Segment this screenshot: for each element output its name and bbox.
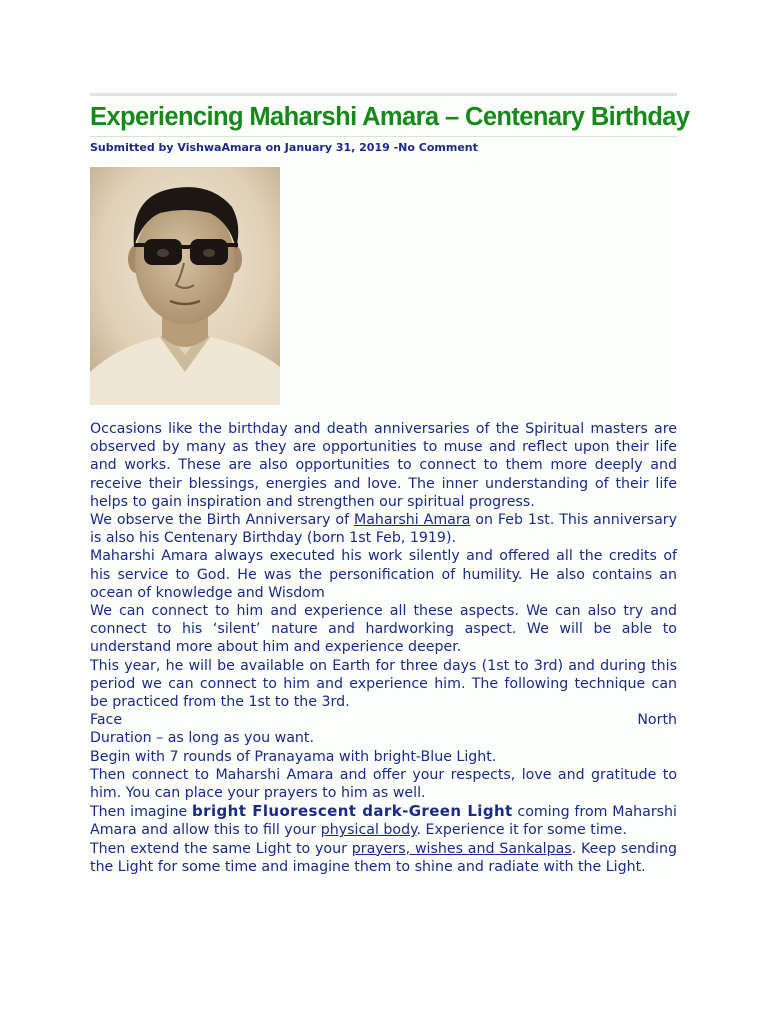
paragraph-birth-anniversary [90,511,677,547]
paragraph-humility: Maharshi Amara always executed his work silently and offered all the credits of his service to God. He was the personification of humility. He also contains an ocean of knowledge and Wisdom [90,548,677,601]
text-span: on Feb 1st. This anniversary is also his Centenary Birthday (born 1st Feb, 1919). [90,512,677,547]
article-title[interactable]: Experiencing Maharshi Amara – Centenary Birthday [90,103,690,131]
face-value: North [637,712,677,729]
green-light-emphasis: bright Fluorescent dark-Green Light [192,802,513,821]
article-meta [90,141,677,155]
maharshi-amara-link[interactable]: Maharshi Amara [353,512,471,529]
text-span: Then imagine [90,804,193,821]
prayers-wishes-sankalpas-link[interactable]: prayers, wishes and Sankalpas [351,840,572,857]
paragraph-pranayama: Begin with 7 rounds of Pranayama with bright-Blue Light. [90,748,497,765]
face-direction-line [90,711,677,729]
paragraph-offer-respects: Then connect to Maharshi Amara and offer your respects, love and gratitude to him. You can place your prayers to him as well. [90,766,677,802]
paragraph-three-days: This year, he will be available on Earth for three days (1st to 3rd) and during this period we can connect to him and experience him. The following technique can be practiced from the 1st to the 3rd. [90,657,677,711]
text-span: coming from Maharshi Amara and allow this to fill your [90,804,677,839]
article-body [90,420,677,876]
paragraph-extend-light [90,840,677,876]
text-span: . Keep sending the Light for some time and imagine them to shine and radiate with the Light. [90,840,677,875]
paragraph-duration: Duration – as long as you want. [90,730,314,747]
paragraph-intro: Occasions like the birthday and death anniversaries of the Spiritual masters are observed by many as they are opportunities to muse and reflect upon their life and works. These are also opportunities to connect to them more deeply and receive their blessings, energies and love. The inner understanding of their life helps to gain inspiration and strengthen our spiritual progress. [90,421,677,510]
post-date: January 31, 2019 [284,141,390,154]
face-label: Face [90,712,123,729]
author-link[interactable]: VishwaAmara [177,141,262,154]
comments-link[interactable]: No Comment [398,141,478,154]
article [90,97,690,882]
title-divider [90,136,677,137]
paragraph-imagine-light [90,802,677,839]
submitted-by-label: Submitted by [90,141,178,154]
text-span: . Experience it for some time. [416,822,627,839]
maharshi-amara-portrait [90,167,280,405]
physical-body-link[interactable]: physical body [320,822,417,839]
top-divider [90,93,677,96]
on-label: on [261,141,285,154]
text-span: Then extend the same Light to your [90,840,352,857]
paragraph-connect: We can connect to him and experience all these aspects. We can also try and connect to his ‘silent’ nature and hardworking aspect. We will be able to understand more about him and experience deeper. [90,603,677,656]
meta-separator: - [389,141,399,154]
text-span: We observe the Birth Anniversary of [90,512,354,529]
